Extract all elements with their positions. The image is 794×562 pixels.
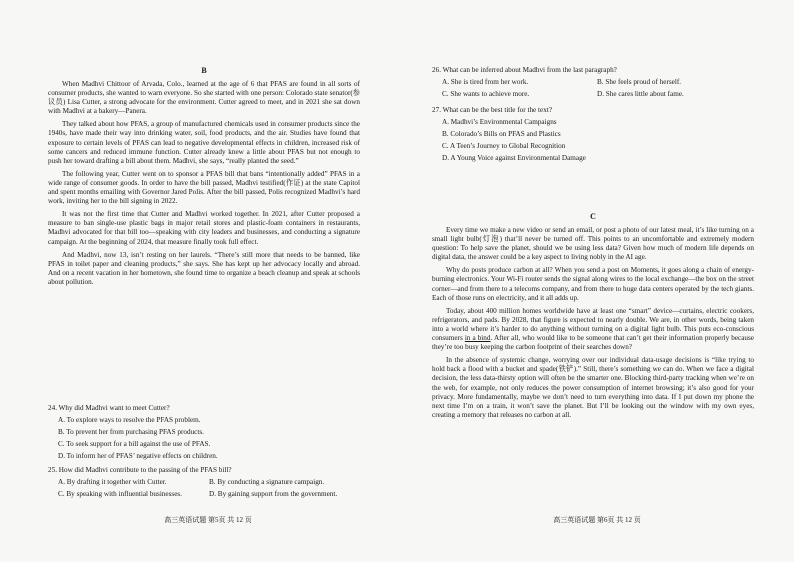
question-26-stem: 26. What can be inferred about Madhvi from the last paragraph? bbox=[432, 66, 617, 74]
passage-b-paragraph-5: And Madhvi, now 13, isn’t resting on her laurels. “There’s still more that needs to be banned, like PFAS in toilet paper and cleaning products,” she says. She has kept up her advocacy locally and abroad. And on a recent vacation in her hometown, she found time to organize a beach cleanup and speak at schools about pollution. bbox=[48, 250, 360, 286]
passage-c bbox=[432, 226, 754, 424]
passage-b-paragraph-1: When Madhvi Chittoor of Arvada, Colo., learned at the age of 6 that PFAS are found in all sorts of consumer products, she wanted to warn everyone. So she started with one person: Colorado state senator(参议员) Lisa Cutter, a strong advocate for the environment. Cutter agreed to meet, and in 2021 she sat down with Madhvi at a bakery—Panera. bbox=[48, 80, 360, 116]
question-24-stem: 24. Why did Madhvi want to meet Cutter? bbox=[48, 404, 170, 412]
question-25-row-2 bbox=[58, 490, 360, 499]
question-25-option-c[interactable]: C. By speaking with influential businesses. bbox=[58, 490, 182, 499]
question-26-row-2 bbox=[442, 90, 754, 99]
question-25-stem: 25. How did Madhvi contribute to the passing of the PFAS bill? bbox=[48, 466, 232, 474]
left-page-footer: 高三英语试题 第5页 共 12 页 bbox=[164, 516, 252, 524]
passage-c-paragraph-1: Every time we make a new video or send an email, or post a photo of our latest meal, it’s like turning on a small light bulb(灯泡) that’ll never be turned off. This points to an uncomfortable and extremely modern question: To help save the planet, should we be using less data? Given how much of modern life depends on digital data, the answer could be a key aspect to living nobly in the AI age. bbox=[432, 226, 754, 262]
passage-b-paragraph-2: They talked about how PFAS, a group of manufactured chemicals used in consumer products since the 1940s, have made their way into drinking water, soil, food products, and the air. Studies have found that exposure to certain levels of PFAS can lead to negative developmental effects in children, increased risk of some cancers and reduced immune function. Cutter already knew a little about PFAS but not enough to push her toward drafting a bill about them. Madhvi, she says, “really planted the seed.” bbox=[48, 120, 360, 165]
question-24-option-a[interactable]: A. To explore ways to resolve the PFAS problem. bbox=[58, 416, 201, 425]
question-27-option-a[interactable]: A. Madhvi’s Environmental Campaigns bbox=[442, 118, 557, 127]
question-24-option-c[interactable]: C. To seek support for a bill against the use of PFAS. bbox=[58, 440, 211, 449]
question-26 bbox=[432, 66, 754, 102]
passage-b-paragraph-3: The following year, Cutter went on to sponsor a PFAS bill that bans “intentionally added” PFAS in a wide range of consumer goods. In order to have the bill passed, Madhvi testified(作证) at the state Capitol and spent months emailing with Governor Jared Polis. After the bill passed, Polis recognized Madhvi’s hard work, inviting her to the bill signing in 2022. bbox=[48, 169, 360, 206]
question-25-option-b[interactable]: B. By conducting a signature campaign. bbox=[209, 478, 325, 487]
question-26-option-c[interactable]: C. She wants to achieve more. bbox=[442, 90, 530, 99]
question-24-option-d[interactable]: D. To inform her of PFAS’ negative effects on children. bbox=[58, 452, 218, 461]
right-page-footer: 高三英语试题 第6页 共 12 页 bbox=[553, 516, 641, 524]
paragraph-3-text-before: Today, about 400 million homes worldwide have at least one “smart” device—curtains, electric cookers, refrigerators, and pads. By 2028, that figure is expected to nearly double. We are, in other words, being taken into a world where it’s harder to do anything without turning on a digital light bulb. This puts eco-conscious consumers bbox=[432, 306, 754, 343]
paragraph-3-text-after: . After all, who would like to be someone that can’t get their information properly because they’re too busy keeping the carbon footprint of their searches down? bbox=[432, 334, 754, 352]
passage-c-paragraph-3 bbox=[432, 307, 754, 352]
question-25-row-1 bbox=[58, 478, 360, 487]
question-25 bbox=[48, 466, 360, 502]
question-26-option-d[interactable]: D. She cares little about fame. bbox=[597, 90, 684, 99]
section-b-title: B bbox=[201, 66, 207, 75]
question-27 bbox=[432, 106, 754, 166]
question-27-option-c[interactable]: C. A Teen’s Journey to Global Recognition bbox=[442, 142, 566, 151]
question-26-row-1 bbox=[442, 78, 754, 87]
question-27-stem: 27. What can be the best title for the text? bbox=[432, 106, 553, 114]
question-24-option-b[interactable]: B. To prevent her from purchasing PFAS products. bbox=[58, 428, 204, 437]
question-26-option-b[interactable]: B. She feels proud of herself. bbox=[597, 78, 682, 87]
question-25-option-d[interactable]: D. By gaining support from the government. bbox=[209, 490, 338, 499]
question-26-option-a[interactable]: A. She is tired from her work. bbox=[442, 78, 529, 87]
question-27-option-b[interactable]: B. Colorado’s Bills on PFAS and Plastics bbox=[442, 130, 561, 139]
passage-c-paragraph-4: In the absence of systemic change, worrying over our individual data-usage decisions is “like trying to hold back a flood with a bucket and spade(铁铲).” Still, there’s something we can do. When we face a digital decision, the less data-thirsty option will often be the smarter one. Blocking third-party tracking when we’re on the web, for example, not only reduces the power consumption of internet browsing; it’s also good for your privacy. More fundamentally, maybe we don’t need to turn everything into data. If I put down my phone the next time I’m on a train, it won’t save the planet. But I’ll be looking out the window with my own eyes, creating a memory that releases no carbon at all. bbox=[432, 356, 754, 419]
question-24 bbox=[48, 404, 360, 464]
question-27-option-d[interactable]: D. A Young Voice against Environmental Damage bbox=[442, 154, 586, 163]
question-25-option-a[interactable]: A. By drafting it together with Cutter. bbox=[58, 478, 167, 487]
passage-b bbox=[48, 80, 360, 291]
section-c-title: C bbox=[590, 212, 596, 221]
underlined-phrase: in a bind bbox=[464, 334, 491, 343]
passage-c-paragraph-2: Why do posts produce carbon at all? When you send a post on Moments, it goes along a chain of energy-burning electronics. Your Wi-Fi router sends the signal along wires to the local exchange—the box on the street corner—and from there to a telecoms company, and from there to huge data centers operated by the tech giants. Each of those runs on electricity, and it all adds up. bbox=[432, 266, 754, 302]
passage-b-paragraph-4: It was not the first time that Cutter and Madhvi worked together. In 2021, after Cutter proposed a measure to ban single-use plastic bags in major retail stores and plastic-foam containers in restaurants, Madhvi advocated for that bill too—speaking with city leaders and businesses, and conducting a signature campaign. At the beginning of 2024, that measure finally took full effect. bbox=[48, 210, 360, 246]
